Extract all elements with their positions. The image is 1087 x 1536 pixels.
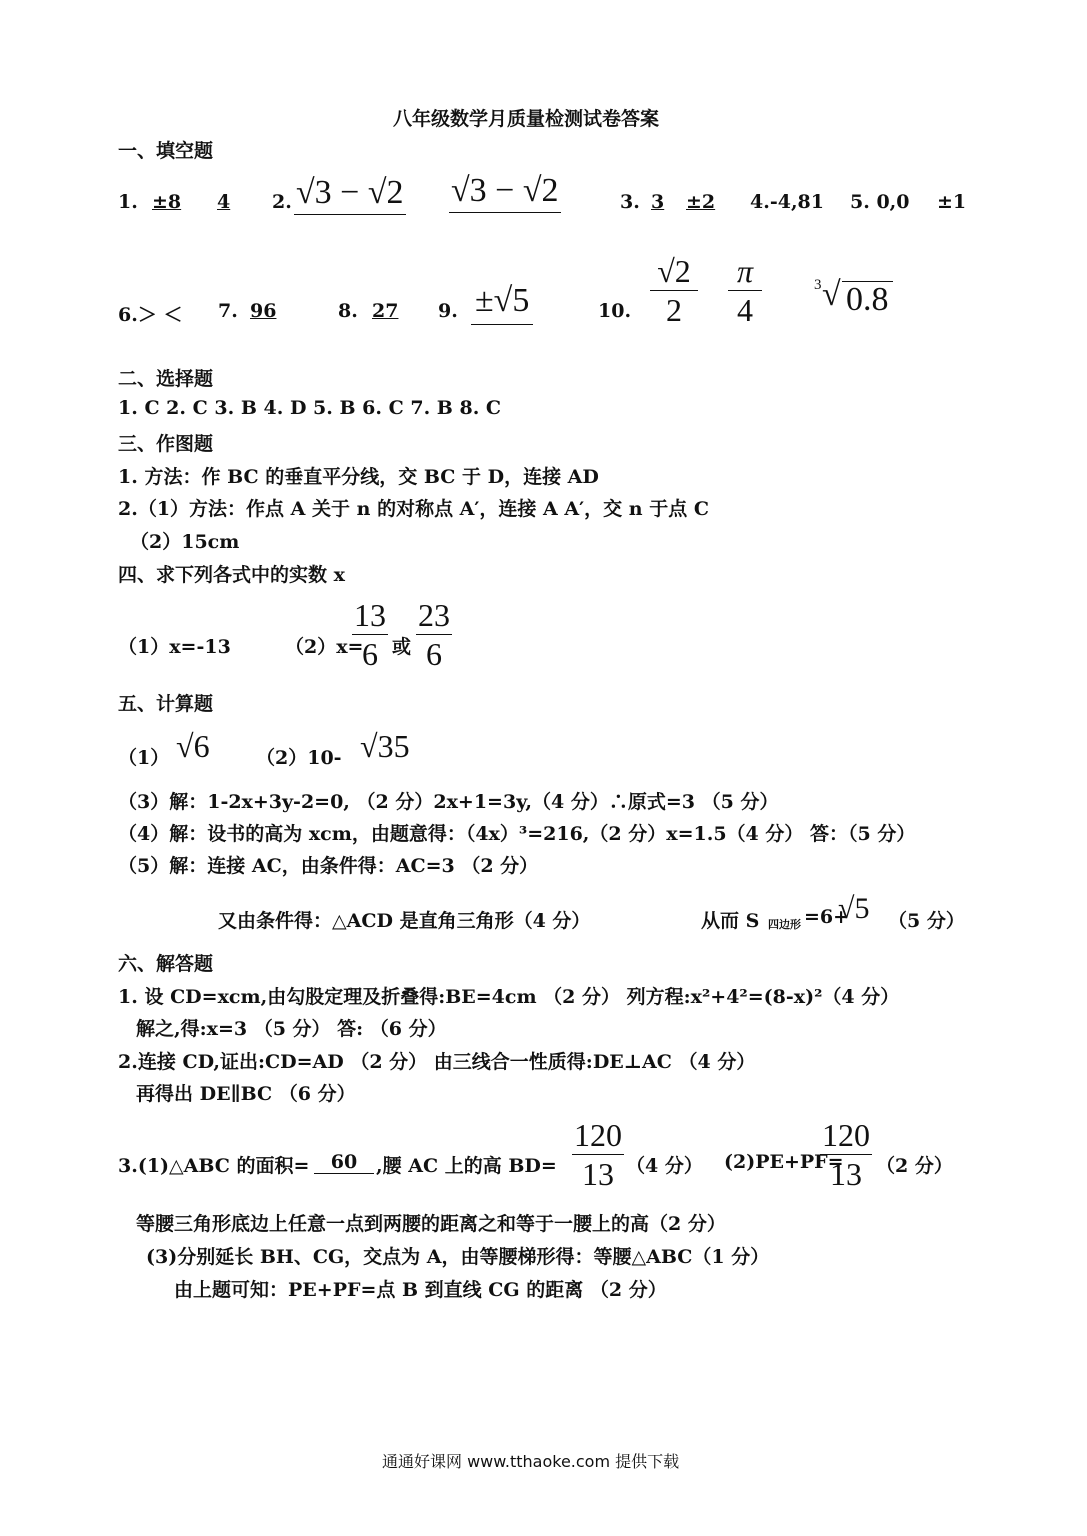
- calc-part2-value: √35: [360, 728, 410, 764]
- q10-radical-sign: √: [822, 276, 841, 313]
- answer-q3-fraction-120-13-a: [572, 1118, 624, 1191]
- answer-q1-line2: 解之,得:x=3 （5 分） 答: （6 分）: [136, 1018, 447, 1040]
- calc-part5: （5）解：连接 AC，由条件得：AC=3 （2 分）: [118, 855, 539, 877]
- solve-x-fraction-23-6: [416, 598, 452, 671]
- answer-q2-line2: 再得出 DE∥BC （6 分）: [136, 1083, 356, 1105]
- answer-q3-part2-label: (2)PE+PF=: [724, 1151, 844, 1173]
- q3-number: 3.: [620, 191, 640, 213]
- calc-part1-label: （1）: [118, 747, 170, 769]
- calc-part5-area-subscript: 四边形: [768, 918, 801, 931]
- footer-source: 通通好课网 www.tthaoke.com 提供下载: [382, 1452, 680, 1471]
- fraction-denominator: 13: [582, 1156, 614, 1192]
- fraction-bar: [572, 1154, 624, 1155]
- fraction-bar: [728, 290, 762, 291]
- q9-number: 9.: [438, 300, 458, 322]
- calc-part5-area-eq: =6+: [804, 906, 850, 928]
- construction-answer-1: 1. 方法：作 BC 的垂直平分线，交 BC 于 D，连接 AD: [118, 466, 599, 488]
- construction-answer-2-part2: （2）15cm: [130, 531, 240, 553]
- section-heading-fill-blank: 一、填空题: [118, 140, 214, 162]
- construction-answer-2: 2.（1）方法：作点 A 关于 n 的对称点 A′，连接 A A′，交 n 于点 C: [118, 498, 709, 520]
- answer-q3-height-label: ,腰 AC 上的高 BD=: [376, 1155, 557, 1177]
- q10-fraction-pi-over-4: [728, 254, 762, 327]
- answer-q2-line1: 2.连接 CD,证出:CD=AD （2 分） 由三线合一性质得:DE⊥AC （4 分）: [118, 1051, 756, 1073]
- q8-number: 8.: [338, 300, 358, 322]
- fraction-bar: [650, 290, 698, 291]
- fraction-numerator: π: [736, 253, 754, 289]
- answer-q3-part1-label: 3.(1)△ABC 的面积=: [118, 1155, 310, 1177]
- answer-q3-score-a: （4 分）: [626, 1155, 703, 1177]
- fraction-bar: [416, 634, 452, 635]
- fraction-denominator: 6: [426, 636, 442, 672]
- q2-number: 2.: [272, 191, 292, 213]
- answer-q1-line1: 1. 设 CD=xcm,由勾股定理及折叠得:BE=4cm （2 分） 列方程:x²+4²=(8-x)²（4 分）: [118, 986, 900, 1008]
- answer-q3-part3-line2: 由上题可知：PE+PF=点 B 到直线 CG 的距离 （2 分）: [174, 1279, 667, 1301]
- solve-x-part2: （2）x=: [285, 636, 364, 658]
- q5-answer: 5. 0,0: [850, 191, 910, 213]
- section-heading-answer: 六、解答题: [118, 953, 214, 975]
- q10-cube-root-index: 3: [814, 277, 822, 293]
- fraction-denominator: 13: [830, 1156, 862, 1192]
- fraction-denominator: 2: [666, 292, 682, 328]
- q7-answer: 96: [250, 300, 277, 322]
- answer-q3-conclusion: 等腰三角形底边上任意一点到两腰的距离之和等于一腰上的高（2 分）: [136, 1213, 726, 1235]
- q6-answer: 6.＞ ＜: [118, 304, 183, 326]
- q10-cube-root-value: 0.8: [842, 281, 893, 318]
- page-title: 八年级数学月质量检测试卷答案: [393, 108, 660, 130]
- fraction-bar: [352, 634, 388, 635]
- or-text: 或: [392, 636, 412, 658]
- answer-q3-fraction-120-13-b: [820, 1118, 872, 1191]
- solve-x-fraction-13-6: [352, 598, 388, 671]
- calc-part2-label: （2）10-: [256, 747, 342, 769]
- answer-q3-score-b: （2 分）: [876, 1155, 953, 1177]
- section-heading-multiple-choice: 二、选择题: [118, 368, 214, 390]
- calc-part5-score: （5 分）: [888, 910, 965, 932]
- calc-part3: （3）解：1-2x+3y-2=0, （2 分）2x+1=3y,（4 分）∴原式=3 （5 分）: [118, 791, 779, 813]
- q4-answer: 4.-4,81: [750, 191, 824, 213]
- q9-answer: ±√5: [471, 282, 533, 325]
- fraction-numerator: 120: [822, 1117, 870, 1153]
- fraction-numerator: 120: [574, 1117, 622, 1153]
- section-heading-construction: 三、作图题: [118, 433, 214, 455]
- answer-q3-part3: (3)分别延长 BH、CG，交点为 A，由等腰梯形得：等腰△ABC（1 分）: [146, 1246, 770, 1268]
- calc-part4: （4）解：设书的高为 xcm，由题意得：（4x）³=216,（2 分）x=1.5（4 分） 答：（5 分）: [118, 823, 916, 845]
- fraction-numerator: 23: [418, 597, 450, 633]
- q1-answer-b: 4: [217, 191, 231, 213]
- calc-part5-area-label: 从而 S: [701, 910, 760, 932]
- section-heading-solve-x: 四、求下列各式中的实数 x: [118, 564, 345, 586]
- q1-number: 1.: [118, 191, 138, 213]
- fraction-denominator: 6: [362, 636, 378, 672]
- fraction-denominator: 4: [737, 292, 753, 328]
- fraction-bar: [820, 1154, 872, 1155]
- answer-q3-area-value: 60: [314, 1151, 374, 1174]
- solve-x-part1: （1）x=-13: [118, 636, 231, 658]
- q2-answer-b: √3 − √2: [449, 172, 561, 213]
- q1-answer-a: ±8: [152, 191, 182, 213]
- calc-part5-area-root: √5: [838, 892, 870, 925]
- q3-answer-a: 3: [651, 191, 665, 213]
- section-heading-calculation: 五、计算题: [118, 693, 214, 715]
- choice-answers: 1. C 2. C 3. B 4. D 5. B 6. C 7. B 8. C: [118, 397, 502, 419]
- q10-fraction-sqrt2-over-2: [650, 254, 698, 327]
- q5-answer-b: ±1: [937, 191, 967, 213]
- q7-number: 7.: [218, 300, 238, 322]
- fraction-numerator: √2: [657, 253, 691, 289]
- calc-part1-value: √6: [176, 728, 210, 764]
- q8-answer: 27: [372, 300, 399, 322]
- fraction-numerator: 13: [354, 597, 386, 633]
- calc-part5-line2: 又由条件得：△ACD 是直角三角形（4 分）: [218, 910, 591, 932]
- q2-answer-a: √3 − √2: [294, 174, 406, 215]
- q3-answer-b: ±2: [686, 191, 716, 213]
- q10-number: 10.: [598, 300, 632, 322]
